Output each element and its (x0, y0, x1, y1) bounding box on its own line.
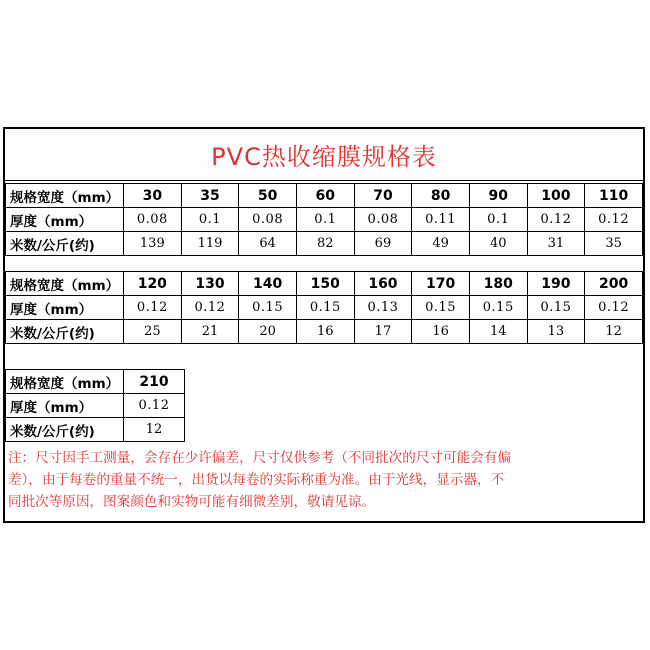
meters-cell: 40 (469, 232, 527, 256)
meters-cell: 17 (354, 320, 412, 344)
meters-cell: 139 (124, 232, 182, 256)
meters-row-label: 米数/公斤(约) (6, 418, 124, 442)
width-cell: 150 (296, 272, 354, 296)
width-row (6, 272, 643, 296)
width-cell: 160 (354, 272, 412, 296)
width-cell: 30 (124, 184, 182, 208)
meters-cell: 16 (412, 320, 470, 344)
meters-cell: 14 (469, 320, 527, 344)
meters-row-label: 米数/公斤(约) (6, 232, 124, 256)
meters-cell: 25 (124, 320, 182, 344)
width-cell: 130 (181, 272, 239, 296)
width-cell: 110 (585, 184, 643, 208)
meters-row (6, 232, 643, 256)
thickness-cell: 0.13 (354, 296, 412, 320)
thickness-cell: 0.12 (124, 394, 185, 418)
note-line: 同批次等原因，图案颜色和实物可能有细微差别，敬请见谅。 (8, 494, 376, 510)
thickness-cell: 0.12 (585, 208, 643, 232)
thickness-cell: 0.1 (181, 208, 239, 232)
thickness-cell: 0.08 (354, 208, 412, 232)
meters-cell: 64 (239, 232, 297, 256)
spec-table-2 (5, 271, 643, 344)
thickness-row (6, 394, 185, 418)
thickness-row (6, 208, 643, 232)
thickness-cell: 0.15 (296, 296, 354, 320)
thickness-cell: 0.12 (181, 296, 239, 320)
width-cell: 80 (412, 184, 470, 208)
width-cell: 70 (354, 184, 412, 208)
width-cell: 50 (239, 184, 297, 208)
thickness-cell: 0.12 (124, 296, 182, 320)
meters-cell: 21 (181, 320, 239, 344)
meters-cell: 13 (527, 320, 585, 344)
width-cell: 35 (181, 184, 239, 208)
meters-cell: 12 (124, 418, 185, 442)
thickness-cell: 0.1 (469, 208, 527, 232)
spec-table-1 (5, 183, 643, 256)
thickness-cell: 0.08 (124, 208, 182, 232)
thickness-cell: 0.11 (412, 208, 470, 232)
width-cell: 60 (296, 184, 354, 208)
thickness-cell: 0.08 (239, 208, 297, 232)
meters-cell: 82 (296, 232, 354, 256)
width-row-label: 规格宽度（mm） (6, 184, 124, 208)
disclaimer-note (8, 447, 640, 513)
thickness-cell: 0.15 (469, 296, 527, 320)
thickness-cell: 0.1 (296, 208, 354, 232)
width-cell: 200 (585, 272, 643, 296)
width-cell: 180 (469, 272, 527, 296)
width-cell: 210 (124, 370, 185, 394)
thickness-row-label: 厚度（mm） (6, 208, 124, 232)
page-title: PVC热收缩膜规格表 (5, 129, 643, 181)
spec-sheet (3, 127, 645, 523)
meters-cell: 49 (412, 232, 470, 256)
thickness-row-label: 厚度（mm） (6, 394, 124, 418)
width-cell: 140 (239, 272, 297, 296)
meters-row (6, 320, 643, 344)
meters-row (6, 418, 185, 442)
meters-cell: 20 (239, 320, 297, 344)
thickness-cell: 0.12 (585, 296, 643, 320)
meters-row-label: 米数/公斤(约) (6, 320, 124, 344)
width-cell: 90 (469, 184, 527, 208)
thickness-cell: 0.15 (412, 296, 470, 320)
note-line: 注：尺寸因手工测量，会存在少许偏差，尺寸仅供参考（不同批次的尺寸可能会有偏 (8, 450, 511, 466)
spec-table-3 (5, 369, 185, 442)
thickness-row-label: 厚度（mm） (6, 296, 124, 320)
meters-cell: 31 (527, 232, 585, 256)
width-row (6, 184, 643, 208)
width-cell: 190 (527, 272, 585, 296)
meters-cell: 119 (181, 232, 239, 256)
width-cell: 100 (527, 184, 585, 208)
note-line: 差），由于每卷的重量不统一，出货以每卷的实际称重为准。由于光线，显示器，不 (8, 472, 505, 488)
thickness-row (6, 296, 643, 320)
width-cell: 170 (412, 272, 470, 296)
width-row-label: 规格宽度（mm） (6, 272, 124, 296)
meters-cell: 12 (585, 320, 643, 344)
thickness-cell: 0.12 (527, 208, 585, 232)
meters-cell: 69 (354, 232, 412, 256)
meters-cell: 16 (296, 320, 354, 344)
width-row-label: 规格宽度（mm） (6, 370, 124, 394)
thickness-cell: 0.15 (239, 296, 297, 320)
width-cell: 120 (124, 272, 182, 296)
meters-cell: 35 (585, 232, 643, 256)
thickness-cell: 0.15 (527, 296, 585, 320)
width-row (6, 370, 185, 394)
